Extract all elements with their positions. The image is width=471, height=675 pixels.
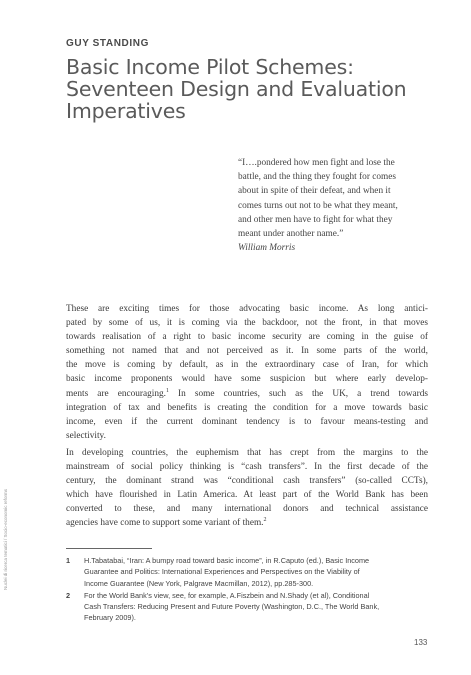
- paragraph-line: integration of tax and benefits is creating the condition for a move towards basic: [66, 402, 428, 413]
- paragraph-fragment: ments are encouraging.: [66, 388, 166, 399]
- paragraph-line: income, even if the current dominant tendency is to favour means-testing and: [66, 416, 428, 427]
- footnote-ref-1[interactable]: 1: [165, 387, 169, 394]
- footnote-line: H.Tabatabai, “Iran: A bumpy road toward basic income”, in R.Caputo (ed.), Basic Income: [84, 556, 370, 565]
- paragraph-line: converted to these, and many international donors and technical assistance: [66, 504, 428, 515]
- paragraph-line: the move is coming by default, as in the extraordinary case of Iran, for which: [66, 360, 428, 371]
- paragraph-line: basic income proponents would have some suspicion but where early develop-: [66, 374, 428, 385]
- body-paragraph-2: [66, 446, 428, 531]
- paragraph-fragment: In some countries, such as the UK, a trend towards: [168, 388, 428, 399]
- paragraph-line: These are exciting times for those advocating basic income. As long antici-: [66, 304, 428, 314]
- footnotes: [66, 555, 428, 625]
- paragraph-line: [66, 387, 428, 401]
- footnote-line: February 2009).: [84, 613, 136, 623]
- body-paragraph-1: [66, 302, 428, 443]
- paragraph-line: century, the dominant strand was “conditional cash transfers” (so-called CCTs),: [66, 476, 428, 487]
- epigraph-line: comes turns out not to be what they meant,: [238, 200, 398, 211]
- footnote-divider: [66, 548, 152, 549]
- footnote-number: 2: [66, 590, 71, 600]
- footnote-1: [66, 555, 428, 589]
- epigraph-line: “I….pondered how men fight and lose the: [238, 158, 395, 168]
- paragraph-line: towards realisation of a right to basic income security are coming in the guise of: [66, 332, 428, 343]
- footnote-line: For the World Bank’s view, see, for example, A.Fiszbein and N.Shady (et al), Conditional: [84, 590, 370, 600]
- paragraph-line: which have flourished in Latin America. At least part of the World Bank has been: [66, 490, 428, 501]
- footnote-line: Cash Transfers: Reducing Present and Future Poverty (Washington, D.C., The World Bank,: [84, 602, 380, 612]
- epigraph-attribution: William Morris: [238, 243, 296, 254]
- epigraph-line: battle, and the thing they fought for comes: [238, 172, 397, 183]
- paragraph-fragment: agencies have come to support some variant of them.: [66, 518, 264, 529]
- epigraph-line: meant under another name.”: [238, 229, 344, 240]
- title-line: Seventeen Design and Evaluation: [66, 77, 407, 101]
- footnote-line: Income Guarantee (New York, Palgrave Macmillan, 2012), pp.285-300.: [84, 578, 314, 588]
- footnote-number: 1: [66, 556, 71, 565]
- paragraph-line: selectivity.: [66, 430, 106, 441]
- paragraph-line: pated by some of us, it is coming via the backdoor, not the front, in that moves: [66, 318, 428, 329]
- page-number: 133: [414, 638, 428, 647]
- paragraph-line: mainstream of social policy thinking is “cash transfers”. In the first decade of the: [66, 462, 428, 473]
- title-line: Basic Income Pilot Schemes:: [66, 55, 354, 79]
- epigraph-quote: [238, 156, 428, 255]
- author-name: GUY STANDING: [66, 38, 149, 49]
- epigraph-line: about in spite of their defeat, and when it: [238, 186, 391, 197]
- footnote-line: Guarantee and Politics: International Experiences and Perspectives on the Viability of: [84, 567, 360, 577]
- footnote-2: [66, 590, 428, 624]
- epigraph-line: and other men have to fight for what they: [238, 214, 393, 225]
- title-line: Imperatives: [66, 99, 186, 123]
- paragraph-line: something not named that and not perceived as it. In some parts of the world,: [66, 346, 428, 357]
- paragraph-line: In developing countries, the euphemism that has crept from the margins to the: [66, 448, 428, 458]
- footnote-ref-2[interactable]: 2: [263, 517, 267, 524]
- paragraph-line: [66, 516, 428, 530]
- side-margin-note: Nuclei di ricerca tematici / Socio-economic reforms: [3, 488, 8, 590]
- article-title: [66, 56, 446, 122]
